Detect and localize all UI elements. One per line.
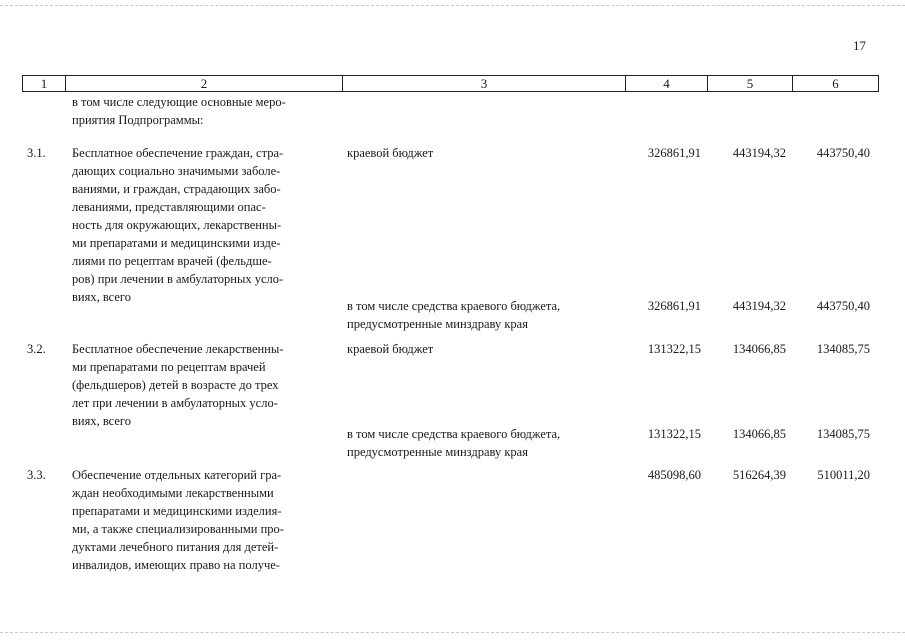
header-col-6: 6 xyxy=(793,76,879,92)
header-col-4: 4 xyxy=(626,76,708,92)
header-col-3: 3 xyxy=(343,76,626,92)
row-description: Бесплатное обеспечение лекарственны- ми препаратами по рецептам врачей (фельдшеров) детей в возрасте до трех лет при лечении в амбулаторных усло- виях, всего xyxy=(72,342,284,428)
row-description: Бесплатное обеспечение граждан, стра- дающих социально значимыми заболе- ваниями, и граждан, страдающих забо- леваниями, представляющими опас- ность для окружающих, лекарственны- ми препаратами и медицинскими изде- лиями по рецептам врачей (фельдше- ров) при лечении в амбулаторных усло- виях, всего xyxy=(72,146,284,304)
row-funding-source: краевой бюджет xyxy=(347,146,434,160)
header-col-2: 2 xyxy=(66,76,343,92)
row-value-col6: 134085,75 xyxy=(816,342,870,356)
header-row xyxy=(23,76,879,92)
row-value-col5: 443194,32 xyxy=(732,146,786,160)
row-funding-source: краевой бюджет xyxy=(347,342,434,356)
subrow-value-col6: 134085,75 xyxy=(816,427,870,441)
row-number: 3.1. xyxy=(27,146,46,160)
subrow-value-col5: 443194,32 xyxy=(732,299,786,313)
row-value-col6: 510011,20 xyxy=(817,468,870,482)
subrow-value-col6: 443750,40 xyxy=(816,299,870,313)
row-value-col5: 134066,85 xyxy=(732,342,786,356)
subrow-value-col4: 326861,91 xyxy=(647,299,701,313)
header-col-1: 1 xyxy=(23,76,66,92)
scan-artifact-top xyxy=(0,5,905,6)
scan-artifact-bottom xyxy=(0,632,905,633)
row-value-col4: 131322,15 xyxy=(647,342,701,356)
header-col-5: 5 xyxy=(708,76,793,92)
subrow-value-col5: 134066,85 xyxy=(732,427,786,441)
subrow-funding-source: в том числе средства краевого бюджета, предусмотренные минздраву края xyxy=(347,299,561,331)
row-description: Обеспечение отдельных категорий гра- ждан необходимыми лекарственными препаратами и медицинскими изделия- ми, а также специализированными про- дуктами лечебного питания для детей- инвалидов, имеющих право на получе- xyxy=(72,468,284,572)
row-value-col6: 443750,40 xyxy=(816,146,870,160)
row-number: 3.2. xyxy=(27,342,46,356)
intro-description: в том числе следующие основные меро- приятия Подпрограммы: xyxy=(72,95,286,127)
column-number-header xyxy=(22,75,879,92)
subrow-funding-source: в том числе средства краевого бюджета, предусмотренные минздраву края xyxy=(347,427,561,459)
row-value-col4: 485098,60 xyxy=(647,468,701,482)
subrow-value-col4: 131322,15 xyxy=(647,427,701,441)
row-value-col5: 516264,39 xyxy=(732,468,786,482)
page-number: 17 xyxy=(853,38,866,53)
row-value-col4: 326861,91 xyxy=(647,146,701,160)
row-number: 3.3. xyxy=(27,468,46,482)
